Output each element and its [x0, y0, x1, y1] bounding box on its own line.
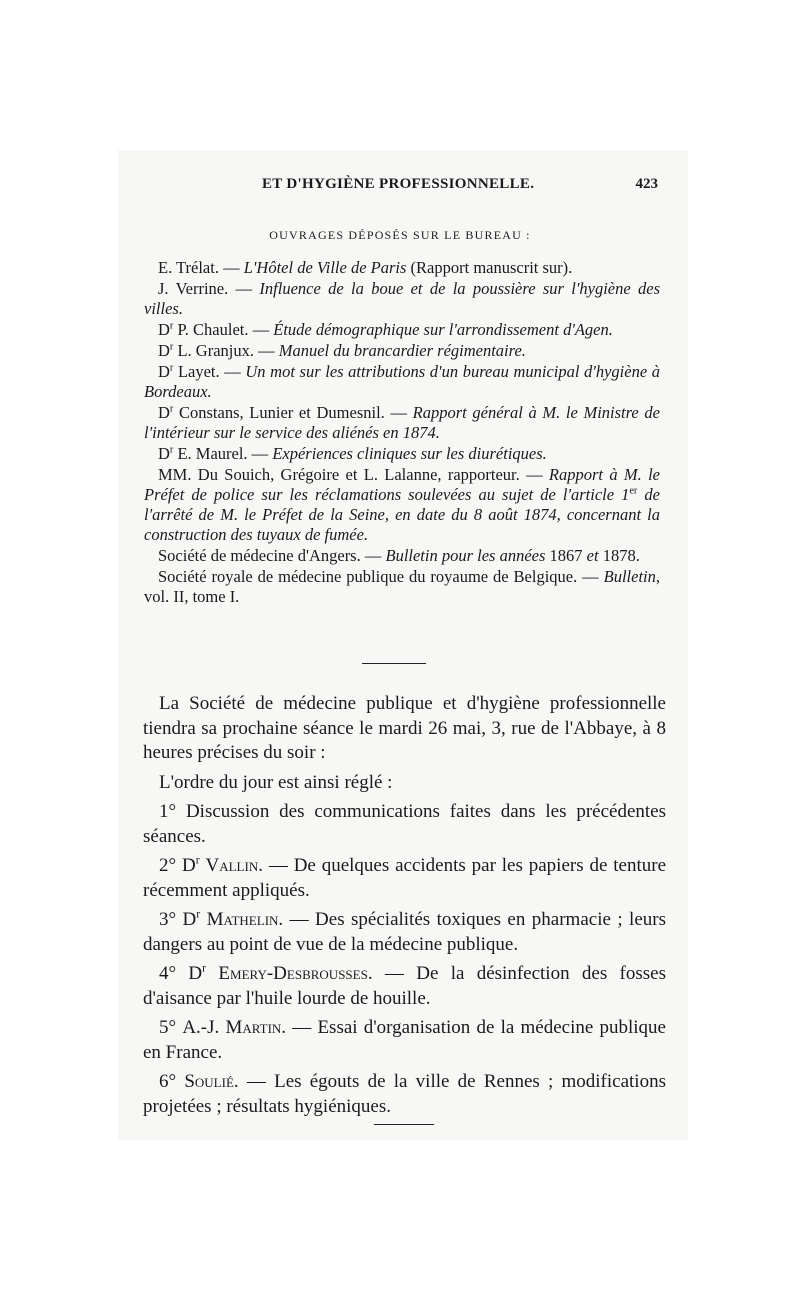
deposited-works-list: [144, 258, 660, 608]
work-entry: $D^r$ E. Maurel. — Expériences cliniques sur les diurétiques.: [158, 444, 547, 463]
work-entry: MM. Du Souich, Grégoire et L. Lalanne, rapporteur. — Rapport à M. le Préfet de police sur les réclamations soulevées au sujet de l'article 1er de l'arrêté de M. le Préfet de la Seine, en date du 8 août 1874, concernant la construction des tuyaux de fumée.: [144, 465, 660, 544]
agenda-item: 4° $D^r$ Emery-Desbrousses. — De la désinfection des fosses d'aisance par l'huile lourde de houille.: [143, 961, 666, 1009]
end-divider: [374, 1124, 434, 1125]
agenda-item: 5° A.-J. Martin. — Essai d'organisation de la médecine publique en France.: [143, 1017, 666, 1063]
work-entry: E. Trélat. — L'Hôtel de Ville de Paris (Rapport manuscrit sur).: [158, 258, 573, 277]
agenda-intro: L'ordre du jour est ainsi réglé :: [159, 771, 393, 793]
section-heading: OUVRAGES DÉPOSÉS SUR LE BUREAU :: [269, 228, 531, 242]
work-entry: Société royale de médecine publique du royaume de Belgique. — Bulletin, vol. II, tome I.: [144, 567, 660, 606]
running-title: ET D'HYGIÈNE PROFESSIONNELLE.: [262, 176, 535, 192]
work-entry: $D^r$ Constans, Lunier et Dumesnil. — Rapport général à M. le Ministre de l'intérieur sur le service des aliénés en 1874.: [144, 403, 660, 442]
meeting-notice: [143, 692, 666, 1124]
agenda-item: 2° $D^r$ Vallin. — De quelques accidents par les papiers de tenture récemment appliqués.: [143, 853, 667, 901]
agenda-item: 1° Discussion des communications faites dans les précédentes séances.: [143, 801, 666, 847]
work-entry: Société de médecine d'Angers. — Bulletin pour les années 1867 et 1878.: [158, 546, 640, 565]
section-divider: [362, 663, 426, 664]
work-entry: J. Verrine. — Influence de la boue et de la poussière sur l'hygiène des villes.: [144, 279, 660, 318]
work-entry: $D^r$ Layet. — Un mot sur les attributions d'un bureau municipal d'hygiène à Bordeaux.: [144, 362, 661, 401]
page-number: 423: [635, 176, 658, 192]
work-entry: $D^r$ L. Granjux. — Manuel du brancardier régimentaire.: [158, 341, 526, 360]
agenda-item: 6° Soulié. — Les égouts de la ville de Rennes ; modifications projetées ; résultats hygiéniques.: [143, 1071, 666, 1117]
agenda-item: 3° $D^r$ Mathelin. — Des spécialités toxiques en pharmacie ; leurs dangers au point de vue de la médecine publique.: [143, 907, 666, 955]
running-head: [142, 176, 658, 196]
work-entry: $D^r$ P. Chaulet. — Étude démographique sur l'arrondissement d'Agen.: [158, 320, 613, 339]
notice-intro: La Société de médecine publique et d'hygiène professionnelle tiendra sa prochaine séance le mardi 26 mai, 3, rue de l'Abbaye, à 8 heures précises du soir :: [143, 693, 666, 763]
